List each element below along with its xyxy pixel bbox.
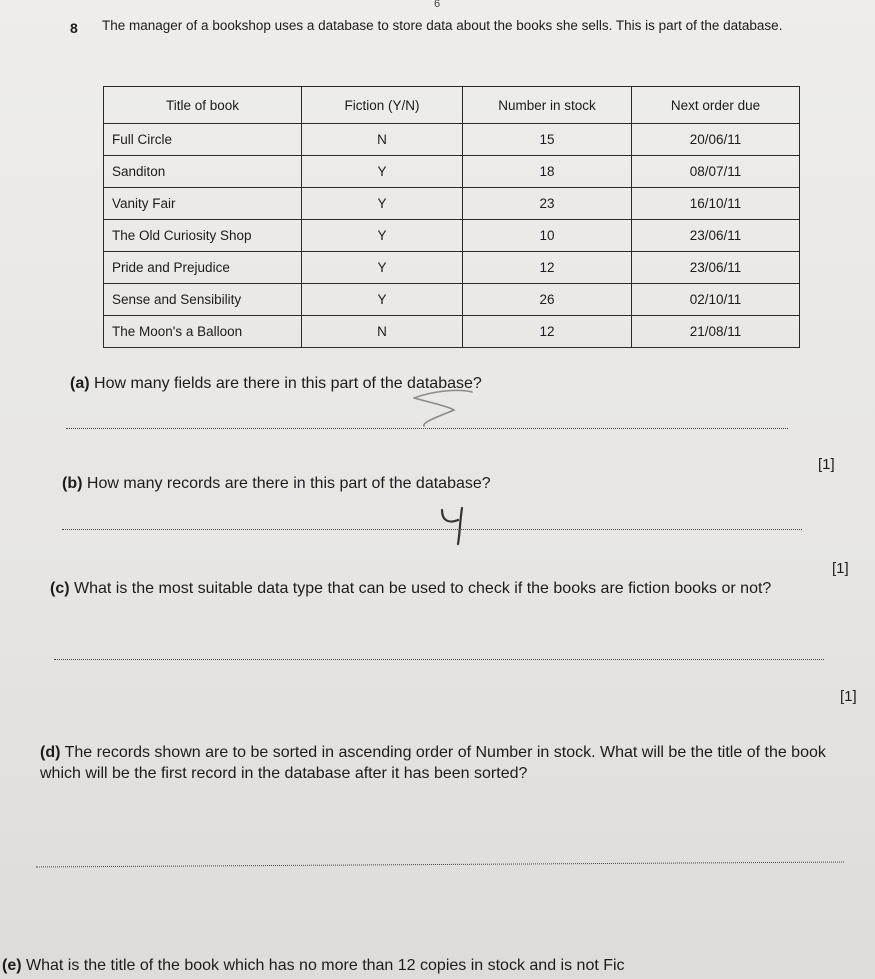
table-row bbox=[104, 316, 800, 348]
cell-fiction: Y bbox=[302, 188, 463, 220]
table-row bbox=[104, 156, 800, 188]
table-row bbox=[104, 252, 800, 284]
question-e-label: (e) bbox=[2, 957, 22, 974]
header-title: Title of book bbox=[104, 87, 302, 124]
cell-title: The Moon's a Balloon bbox=[104, 316, 302, 348]
table-row bbox=[104, 220, 800, 252]
question-c bbox=[50, 578, 875, 599]
header-next-order: Next order due bbox=[632, 87, 800, 124]
cell-fiction: Y bbox=[302, 252, 463, 284]
cell-stock: 12 bbox=[463, 252, 632, 284]
cell-next-order: 08/07/11 bbox=[632, 156, 800, 188]
question-e-text: What is the title of the book which has no more than 12 copies in stock and is not Fic bbox=[26, 957, 625, 974]
question-c-label: (c) bbox=[50, 580, 70, 597]
cell-next-order: 23/06/11 bbox=[632, 220, 800, 252]
cell-fiction: N bbox=[302, 124, 463, 156]
table-row bbox=[104, 188, 800, 220]
answer-line-d[interactable] bbox=[36, 862, 844, 868]
cell-stock: 10 bbox=[463, 220, 632, 252]
cell-title: Sense and Sensibility bbox=[104, 284, 302, 316]
answer-line-b[interactable] bbox=[62, 529, 802, 530]
cell-next-order: 20/06/11 bbox=[632, 124, 800, 156]
table-row bbox=[104, 284, 800, 316]
cell-title: The Old Curiosity Shop bbox=[104, 220, 302, 252]
table-header-row bbox=[104, 87, 800, 124]
question-e bbox=[2, 955, 875, 976]
cell-fiction: Y bbox=[302, 220, 463, 252]
header-fiction: Fiction (Y/N) bbox=[302, 87, 463, 124]
cell-next-order: 02/10/11 bbox=[632, 284, 800, 316]
question-intro: The manager of a bookshop uses a database to store data about the books she sells. This is part of the database. bbox=[102, 18, 783, 33]
cell-next-order: 23/06/11 bbox=[632, 252, 800, 284]
table-row bbox=[104, 124, 800, 156]
cell-fiction: Y bbox=[302, 156, 463, 188]
cell-stock: 23 bbox=[463, 188, 632, 220]
mark-b: [1] bbox=[832, 560, 849, 577]
mark-c: [1] bbox=[840, 688, 857, 705]
mark-a: [1] bbox=[818, 456, 835, 473]
cell-title: Sanditon bbox=[104, 156, 302, 188]
cell-title: Vanity Fair bbox=[104, 188, 302, 220]
database-table bbox=[103, 86, 800, 348]
question-b bbox=[62, 473, 802, 494]
answer-line-a[interactable] bbox=[66, 428, 788, 429]
cell-stock: 15 bbox=[463, 124, 632, 156]
handwritten-answer-b bbox=[436, 502, 476, 548]
question-a-text: How many fields are there in this part of the database? bbox=[94, 375, 482, 392]
question-c-text: What is the most suitable data type that can be used to check if the books are fiction books or not? bbox=[74, 580, 772, 597]
cell-fiction: N bbox=[302, 316, 463, 348]
page-number: 6 bbox=[434, 0, 441, 10]
cell-stock: 26 bbox=[463, 284, 632, 316]
cell-title: Pride and Prejudice bbox=[104, 252, 302, 284]
question-a-label: (a) bbox=[70, 375, 90, 392]
question-d-label: (d) bbox=[40, 744, 61, 761]
question-number: 8 bbox=[70, 20, 78, 36]
cell-title: Full Circle bbox=[104, 124, 302, 156]
answer-line-c[interactable] bbox=[54, 659, 824, 660]
cell-stock: 18 bbox=[463, 156, 632, 188]
question-d bbox=[40, 742, 860, 784]
question-b-text: How many records are there in this part of the database? bbox=[86, 475, 491, 492]
header-stock: Number in stock bbox=[463, 87, 632, 124]
cell-stock: 12 bbox=[463, 316, 632, 348]
cell-fiction: Y bbox=[302, 284, 463, 316]
cell-next-order: 16/10/11 bbox=[632, 188, 800, 220]
question-b-label: (b) bbox=[62, 475, 83, 492]
cell-next-order: 21/08/11 bbox=[632, 316, 800, 348]
question-d-text: The records shown are to be sorted in ascending order of Number in stock. What will be the title of the book which will be the first record in the database after it has been sorted? bbox=[40, 744, 826, 782]
